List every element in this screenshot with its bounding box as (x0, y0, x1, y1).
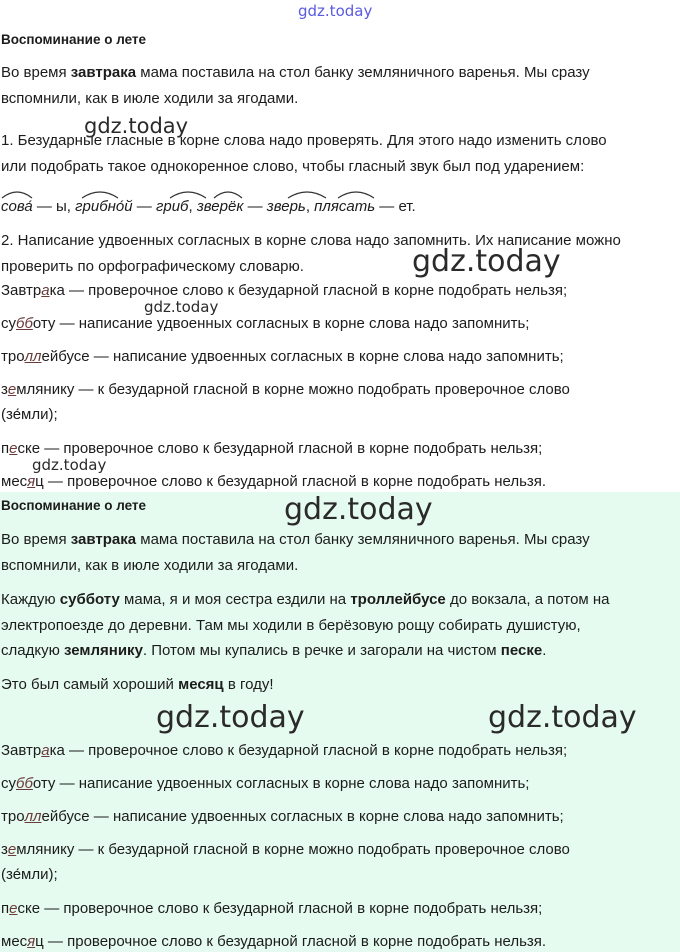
word-explanation: землянику — к безударной гласной в корне можно подобрать проверочное слово (1, 381, 570, 398)
task-heading: Воспоминание о лете (1, 32, 147, 47)
answer-text-line: сладкую землянику. Потом мы купались в речке и загорали на чистом песке. (1, 642, 547, 659)
word-explanation: землянику — к безударной гласной в корне можно подобрать проверочное слово (1, 841, 570, 858)
word-explanation: песке — проверочное слово к безударной гласной в корне подобрать нельзя; (1, 440, 543, 457)
word-explanation: Завтрака — проверочное слово к безударной гласной в корне подобрать нельзя; (1, 742, 568, 759)
word-explanation: субботу — написание удвоенных согласных в корне слова надо запомнить; (1, 315, 530, 332)
word-explanation: троллейбусе — написание удвоенных согласных в корне слова надо запомнить; (1, 808, 564, 825)
word-explanation: (зе́мли); (1, 406, 58, 423)
watermark: gdz.today (144, 298, 219, 316)
rule-text-line: 2. Написание удвоенных согласных в корне слова надо запомнить. Их написание можно (1, 232, 621, 249)
answer-text-line: электропоезде до деревни. Там мы ходили в берёзовую рощу собирать душистую, (1, 617, 581, 634)
rule-text-line: проверить по орфографическому словарю. (1, 258, 304, 275)
word-explanation: месяц — проверочное слово к безударной гласной в корне подобрать нельзя. (1, 933, 547, 950)
answer-heading: Воспоминание о лете (1, 498, 147, 513)
watermark: gdz.today (84, 114, 189, 138)
word-explanation: месяц — проверочное слово к безударной гласной в корне подобрать нельзя. (1, 473, 547, 490)
task-text-line: вспомнили, как в июле ходили за ягодами. (1, 90, 299, 107)
root-arcs-icon (0, 186, 420, 200)
word-explanation: троллейбусе — написание удвоенных согласных в корне слова надо запомнить; (1, 348, 564, 365)
watermark: gdz.today (32, 456, 107, 474)
root-examples-line: сова́ — ы, грибно́й — гриб, зверёк — зверь, плясать — ет. (1, 198, 416, 215)
watermark: gdz.today (488, 700, 637, 735)
word-explanation: субботу — написание удвоенных согласных в корне слова надо запомнить; (1, 775, 530, 792)
word-explanation: Завтрака — проверочное слово к безударной гласной в корне подобрать нельзя; (1, 282, 568, 299)
watermark: gdz.today (284, 492, 433, 527)
watermark: gdz.today (412, 244, 561, 279)
rule-text-line: 1. Безударные гласные в корне слова надо проверять. Для этого надо изменить слово (1, 132, 607, 149)
answer-text-line: Во время завтрака мама поставила на стол банку земляничного варенья. Мы сразу (1, 531, 590, 548)
rule-text-line: или подобрать такое однокоренное слово, чтобы гласный звук был под ударением: (1, 158, 585, 175)
watermark: gdz.today (156, 700, 305, 735)
word-explanation: (зе́мли); (1, 866, 58, 883)
answer-text-line: вспомнили, как в июле ходили за ягодами. (1, 557, 299, 574)
word-explanation: песке — проверочное слово к безударной гласной в корне подобрать нельзя; (1, 900, 543, 917)
watermark: gdz.today (298, 2, 373, 20)
answer-text-line: Каждую субботу мама, я и моя сестра ездили на троллейбусе до вокзала, а потом на (1, 591, 610, 608)
answer-text-line: Это был самый хороший месяц в году! (1, 676, 274, 693)
task-text-line: Во время завтрака мама поставила на стол банку земляничного варенья. Мы сразу (1, 64, 590, 81)
